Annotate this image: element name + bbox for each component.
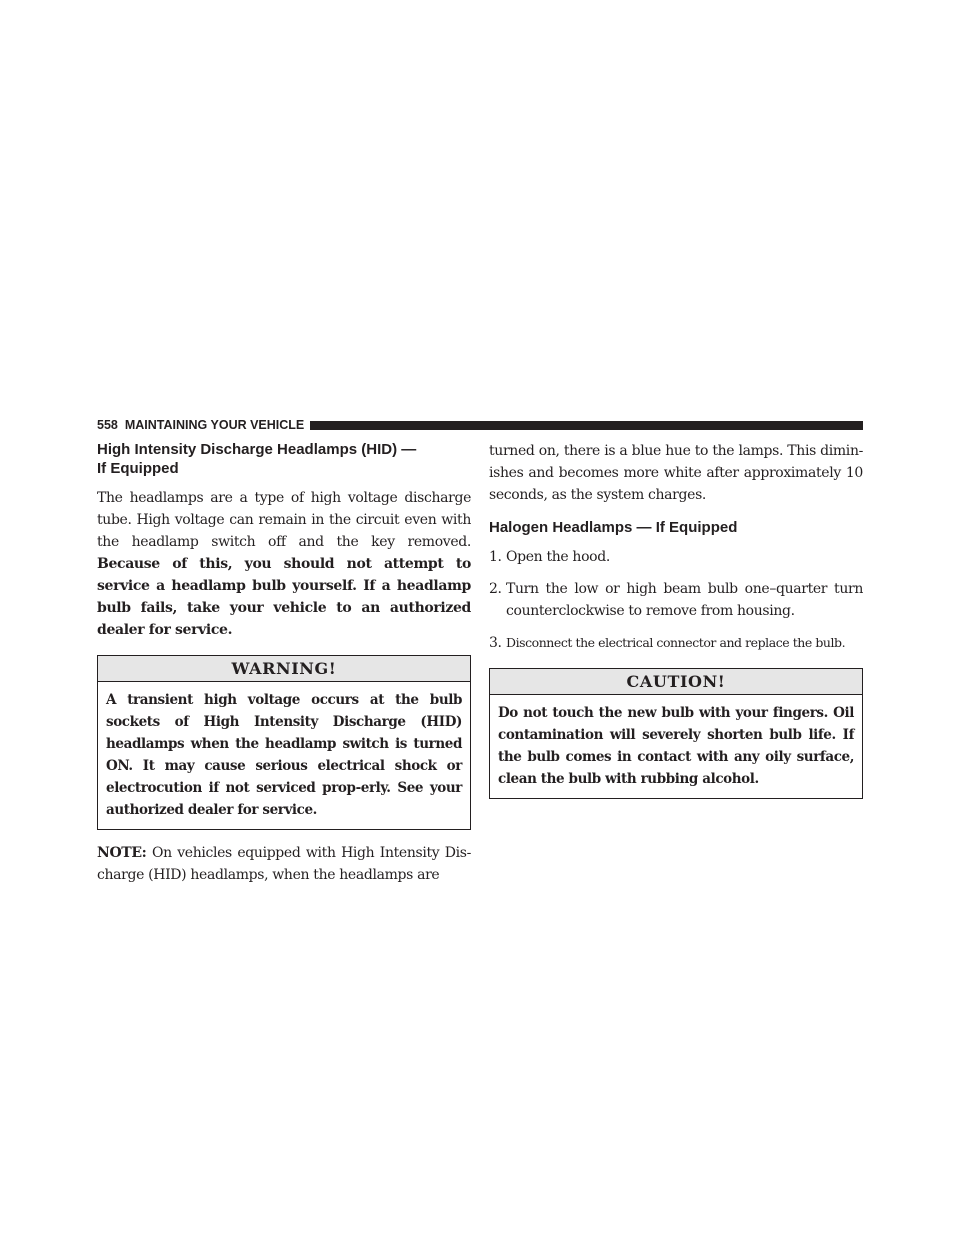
note-label: NOTE: xyxy=(97,845,147,861)
step-text: Disconnect the electrical connector and replace the bulb. xyxy=(506,635,846,650)
step-text: Open the hood. xyxy=(506,549,610,565)
step-number: 1. xyxy=(489,549,502,565)
list-item xyxy=(489,632,863,654)
warning-title: WARNING! xyxy=(98,656,470,682)
section-title: MAINTAINING YOUR VEHICLE xyxy=(124,418,305,432)
step-text: Turn the low or high beam bulb one–quarter turn counterclockwise to remove from housing. xyxy=(506,581,863,619)
caution-box xyxy=(489,668,863,799)
list-item xyxy=(489,578,863,622)
page-header xyxy=(97,418,863,432)
hid-heading-line2: If Equipped xyxy=(97,460,179,477)
header-rule xyxy=(310,421,863,430)
step-number: 2. xyxy=(489,581,502,597)
hid-heading xyxy=(97,440,471,478)
hid-paragraph-text: The headlamps are a type of high voltage discharge tube. High voltage can remain in the circuit even with the headlamp switch off and the key removed. xyxy=(97,490,471,550)
left-column xyxy=(97,440,471,886)
step-number: 3. xyxy=(489,635,502,651)
warning-body: A transient high voltage occurs at the bulb sockets of High Intensity Discharge (HID) headlamps when the headlamp switch is turned ON. It may cause serious electrical shock or electrocution if not serviced prop-erly. See your authorized dealer for service. xyxy=(106,692,462,818)
note-paragraph xyxy=(97,842,471,886)
caution-title: CAUTION! xyxy=(490,669,862,695)
hid-continued-paragraph: turned on, there is a blue hue to the lamps. This dimin-ishes and becomes more white after approximately 10 seconds, as the system charges. xyxy=(489,443,863,503)
list-item xyxy=(489,546,863,568)
caution-body: Do not touch the new bulb with your fingers. Oil contamination will severely shorten bulb life. If the bulb comes in contact with any oily surface, clean the bulb with rubbing alcohol. xyxy=(498,705,854,787)
page-number: 558 xyxy=(97,418,118,432)
warning-box xyxy=(97,655,471,830)
hid-paragraph-bold: Because of this, you should not attempt to service a headlamp bulb yourself. If a headlamp bulb fails, take your vehicle to an authorized dealer for service. xyxy=(97,556,471,638)
right-column xyxy=(489,440,863,811)
halogen-steps xyxy=(489,546,863,654)
note-text: On vehicles equipped with High Intensity Dis-charge (HID) headlamps, when the headlamps are xyxy=(97,845,471,883)
hid-paragraph xyxy=(97,487,471,641)
halogen-heading: Halogen Headlamps — If Equipped xyxy=(489,519,738,536)
hid-heading-line1: High Intensity Discharge Headlamps (HID) — xyxy=(97,441,417,458)
